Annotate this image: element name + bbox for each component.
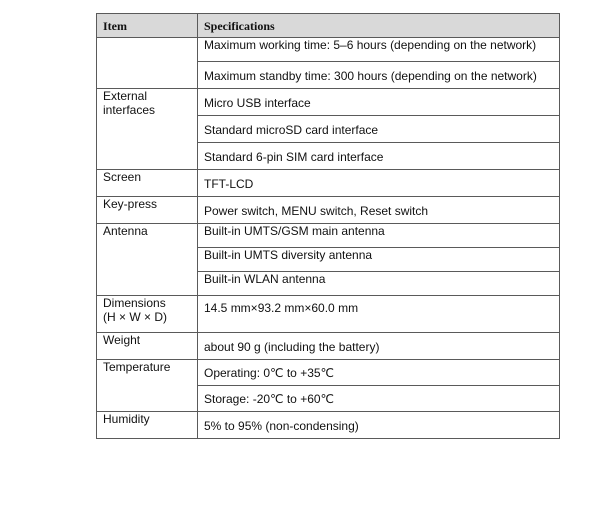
spec-cell-screen: TFT-LCD xyxy=(198,170,560,197)
table-row xyxy=(97,333,560,360)
spec-cell-key-press: Power switch, MENU switch, Reset switch xyxy=(198,197,560,224)
spec-cell-working-time: Maximum working time: 5–6 hours (depending on the network) xyxy=(198,38,560,62)
spec-cell-temperature-storage: Storage: -20℃ to +60℃ xyxy=(198,386,560,412)
item-cell-dimensions xyxy=(97,296,198,333)
item-cell-weight: Weight xyxy=(97,333,198,360)
spec-cell-weight: about 90 g (including the battery) xyxy=(198,333,560,360)
spec-cell-antenna-main: Built-in UMTS/GSM main antenna xyxy=(198,224,560,248)
spec-cell-antenna-diversity: Built-in UMTS diversity antenna xyxy=(198,248,560,272)
table-row xyxy=(97,412,560,439)
table-row xyxy=(97,38,560,62)
spec-cell-micro-usb: Micro USB interface xyxy=(198,89,560,116)
table-row xyxy=(97,197,560,224)
spec-cell-humidity: 5% to 95% (non-condensing) xyxy=(198,412,560,439)
table-row xyxy=(97,224,560,248)
dimensions-label-line1: Dimensions xyxy=(103,296,166,310)
spec-cell-dimensions: 14.5 mm×93.2 mm×60.0 mm xyxy=(198,296,560,333)
spec-cell-sim: Standard 6-pin SIM card interface xyxy=(198,143,560,170)
table-row xyxy=(97,89,560,116)
item-cell-temperature: Temperature xyxy=(97,360,198,412)
table-row xyxy=(97,170,560,197)
item-cell-external-interfaces: External interfaces xyxy=(97,89,198,170)
specifications-table xyxy=(96,13,560,439)
table-row xyxy=(97,360,560,386)
dimensions-label-line2: (H × W × D) xyxy=(103,310,168,324)
header-item: Item xyxy=(97,14,198,38)
spec-cell-antenna-wlan: Built-in WLAN antenna xyxy=(198,272,560,296)
item-cell-screen: Screen xyxy=(97,170,198,197)
item-cell-humidity: Humidity xyxy=(97,412,198,439)
item-cell-key-press: Key-press xyxy=(97,197,198,224)
table-row xyxy=(97,296,560,333)
header-specifications: Specifications xyxy=(198,14,560,38)
battery-item-cell xyxy=(97,38,198,89)
spec-cell-standby-time: Maximum standby time: 300 hours (depending on the network) xyxy=(198,62,560,89)
header-row xyxy=(97,14,560,38)
spec-cell-temperature-operating: Operating: 0℃ to +35℃ xyxy=(198,360,560,386)
spec-cell-microsd: Standard microSD card interface xyxy=(198,116,560,143)
item-cell-antenna: Antenna xyxy=(97,224,198,296)
table-header xyxy=(97,14,560,38)
table-body xyxy=(97,38,560,439)
